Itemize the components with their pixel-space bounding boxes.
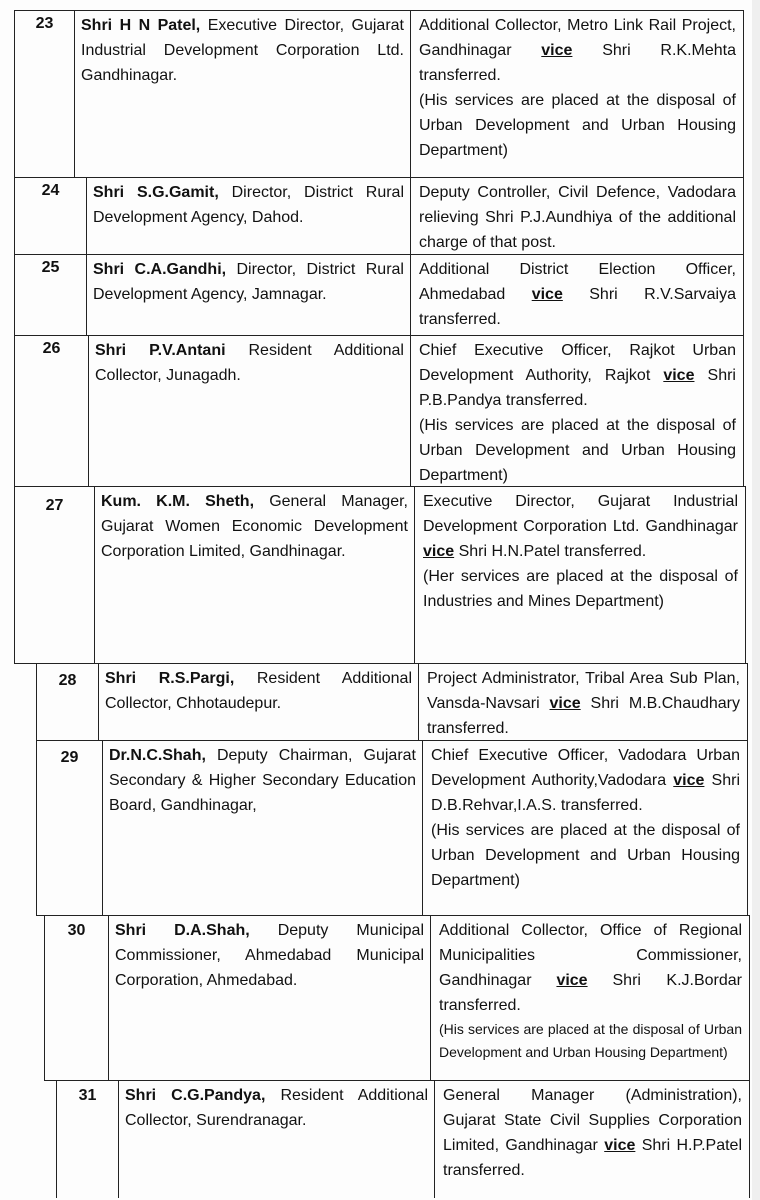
table-row	[14, 486, 746, 664]
officer-name: Shri D.A.Shah,	[115, 922, 250, 939]
posting-transferred: Shri R.K.Mehta transferred.	[419, 42, 736, 84]
posting-transferred: Shri H.N.Patel transferred.	[458, 543, 647, 560]
vice-word: vice	[531, 286, 563, 303]
officer-name: Shri C.A.Gandhi,	[93, 261, 227, 278]
officer-cell	[87, 255, 411, 335]
officer-name: Shri C.G.Pandya,	[125, 1087, 266, 1104]
serial-number: 31	[57, 1081, 119, 1198]
posting-cell	[431, 916, 748, 1080]
officer-designation: Director, District Rural Development Agency, Jamnagar.	[93, 261, 404, 303]
officer-designation: Deputy Municipal Commissioner, Ahmedabad Municipal Corporation, Ahmedabad.	[115, 922, 424, 989]
posting-text: Additional Collector, Metro Link Rail Project, Gandhinagar	[419, 17, 736, 59]
posting-text: Deputy Controller, Civil Defence, Vadodara relieving Shri P.J.Aundhiya of the additional charge of that post.	[419, 184, 736, 251]
posting-note: (His services are placed at the disposal of Urban Development and Urban Housing Department)	[431, 822, 740, 889]
officer-cell	[103, 741, 423, 915]
posting-text: Executive Director, Gujarat Industrial Development Corporation Ltd. Gandhinagar	[423, 493, 738, 535]
posting-cell	[435, 1081, 748, 1198]
posting-text: Additional District Election Officer, Ahmedabad	[419, 261, 736, 303]
serial-number: 27	[15, 487, 95, 663]
table-row	[14, 335, 744, 487]
officer-cell	[109, 916, 431, 1080]
officer-name: Dr.N.C.Shah,	[109, 747, 206, 764]
officer-name: Shri S.G.Gamit,	[93, 184, 219, 201]
posting-transferred: Shri D.B.Rehvar,I.A.S. transferred.	[431, 772, 740, 814]
page-edge	[752, 0, 760, 1200]
posting-cell	[411, 255, 742, 335]
table-row	[56, 1080, 750, 1198]
officer-designation: Director, District Rural Development Agency, Dahod.	[93, 184, 405, 226]
officer-cell	[99, 664, 419, 740]
officer-name: Kum. K.M. Sheth,	[101, 493, 255, 510]
vice-word: vice	[673, 772, 705, 789]
officer-name: Shri P.V.Antani	[95, 342, 226, 359]
posting-transferred: Shri R.V.Sarvaiya transferred.	[419, 286, 736, 328]
table-row	[14, 254, 744, 336]
posting-note: (His services are placed at the disposal of Urban Development and Urban Housing Department)	[419, 92, 736, 159]
serial-number: 25	[15, 255, 87, 335]
serial-number: 29	[37, 741, 103, 915]
serial-number: 26	[15, 336, 89, 486]
posting-text: Project Administrator, Tribal Area Sub Plan, Vansda-Navsari	[427, 670, 740, 712]
posting-transferred: Shri K.J.Bordar transferred.	[439, 972, 743, 1014]
officer-cell	[95, 487, 415, 663]
posting-note: (His services are placed at the disposal of Urban Development and Urban Housing Department)	[419, 417, 736, 484]
officer-cell	[75, 11, 411, 177]
officer-name: Shri R.S.Pargi,	[105, 670, 235, 687]
officer-cell	[87, 178, 411, 254]
posting-text: Chief Executive Officer, Vadodara Urban Development Authority,Vadodara	[431, 747, 740, 789]
serial-number: 24	[15, 178, 87, 254]
posting-cell	[419, 664, 746, 740]
table-row	[36, 663, 748, 741]
officer-cell	[89, 336, 411, 486]
vice-word: vice	[423, 543, 455, 560]
posting-text: General Manager (Administration), Gujarat State Civil Supplies Corporation Limited, Gandhinagar	[443, 1087, 742, 1154]
officer-designation: Executive Director, Gujarat Industrial Development Corporation Ltd. Gandhinagar.	[81, 17, 404, 84]
vice-word: vice	[604, 1137, 636, 1154]
posting-cell	[415, 487, 744, 663]
table-row	[44, 915, 750, 1081]
vice-word: vice	[541, 42, 573, 59]
posting-note: (His services are placed at the disposal of Urban Development and Urban Housing Department)	[439, 1021, 742, 1060]
posting-cell	[423, 741, 746, 915]
officer-designation: Resident Additional Collector, Chhotaudepur.	[105, 670, 412, 712]
posting-transferred: Shri H.P.Patel transferred.	[443, 1137, 743, 1179]
posting-transferred: Shri P.B.Pandya transferred.	[419, 367, 736, 409]
posting-cell	[411, 11, 742, 177]
officer-cell	[119, 1081, 435, 1198]
vice-word: vice	[549, 695, 581, 712]
serial-number: 23	[15, 11, 75, 177]
officer-designation: Deputy Chairman, Gujarat Secondary & Higher Secondary Education Board, Gandhinagar,	[109, 747, 416, 814]
table-row	[14, 177, 744, 255]
posting-text: Additional Collector, Office of Regional Municipalities Commissioner, Gandhinagar	[439, 922, 742, 989]
table-row	[36, 740, 748, 916]
table-row	[14, 10, 744, 178]
posting-cell	[411, 336, 742, 486]
serial-number: 28	[37, 664, 99, 740]
posting-transferred: Shri M.B.Chaudhary transferred.	[427, 695, 741, 737]
officer-designation: General Manager, Gujarat Women Economic Development Corporation Limited, Gandhinagar.	[101, 493, 408, 560]
posting-note: (Her services are placed at the disposal of Industries and Mines Department)	[423, 568, 738, 610]
officer-name: Shri H N Patel,	[81, 17, 201, 34]
vice-word: vice	[556, 972, 588, 989]
posting-text: Chief Executive Officer, Rajkot Urban Development Authority, Rajkot	[419, 342, 736, 384]
posting-cell	[411, 178, 742, 254]
officer-designation: Resident Additional Collector, Junagadh.	[95, 342, 404, 384]
vice-word: vice	[663, 367, 695, 384]
serial-number: 30	[45, 916, 109, 1080]
officer-designation: Resident Additional Collector, Surendranagar.	[125, 1087, 429, 1129]
